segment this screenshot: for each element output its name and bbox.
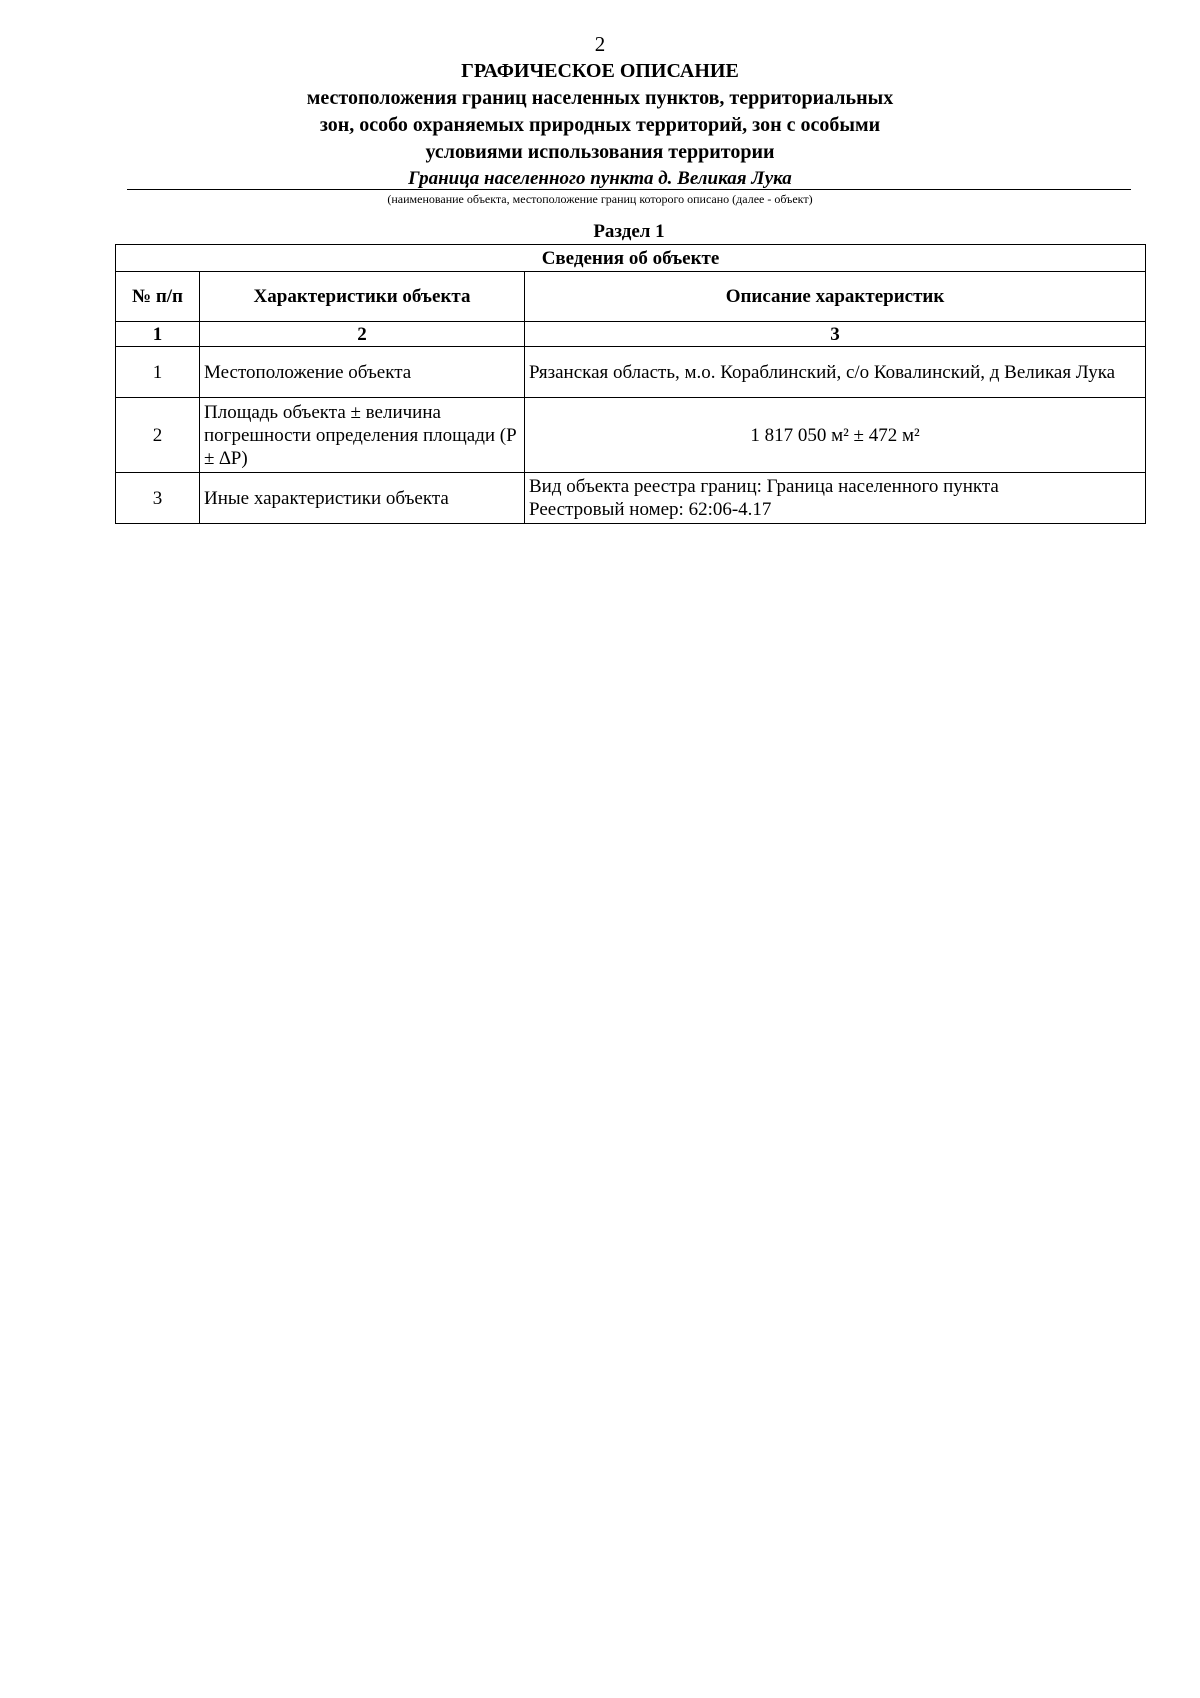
row-description xyxy=(525,347,1146,398)
document-title: ГРАФИЧЕСКОЕ ОПИСАНИЕ xyxy=(461,60,739,82)
column-number-1: 1 xyxy=(116,322,200,347)
row-characteristic: Площадь объекта ± величина погрешности определения площади (P ± ∆P) xyxy=(200,398,525,473)
row-description xyxy=(525,473,1146,524)
table-header-row xyxy=(116,272,1146,322)
description-line: Вид объекта реестра границ: Граница населенного пункта xyxy=(529,476,999,497)
page-number: 2 xyxy=(594,32,606,56)
document-subtitle-line-1: местоположения границ населенных пунктов, территориальных xyxy=(306,87,894,109)
row-characteristic: Местоположение объекта xyxy=(200,347,525,398)
column-number-2: 2 xyxy=(200,322,525,347)
description-line: Рязанская область, м.о. Кораблинский, с/о Ковалинский, д Великая Лука xyxy=(529,361,1116,383)
object-info-table xyxy=(115,244,1146,524)
document-subtitle-line-2: зон, особо охраняемых природных территорий, зон с особыми xyxy=(319,114,881,136)
row-num: 3 xyxy=(116,473,200,524)
table-caption: Сведения об объекте xyxy=(116,245,1146,272)
table-caption-row xyxy=(116,245,1146,272)
column-number-row xyxy=(116,322,1146,347)
object-name-caption: (наименование объекта, местоположение границ которого описано (далее - объект) xyxy=(387,192,813,206)
table-row xyxy=(116,398,1146,473)
section-title: Раздел 1 xyxy=(593,221,665,242)
header-description: Описание характеристик xyxy=(525,272,1146,322)
row-num: 2 xyxy=(116,398,200,473)
document-subtitle-line-3: условиями использования территории xyxy=(425,141,775,163)
object-name-underline xyxy=(127,189,1131,190)
description-line: Реестровый номер: 62:06-4.17 xyxy=(529,499,772,520)
row-num: 1 xyxy=(116,347,200,398)
column-number-3: 3 xyxy=(525,322,1146,347)
title-block xyxy=(0,58,1200,192)
header-characteristic: Характеристики объекта xyxy=(200,272,525,322)
header-num: № п/п xyxy=(116,272,200,322)
table-row xyxy=(116,473,1146,524)
object-name: Граница населенного пункта д. Великая Лука xyxy=(408,168,792,189)
row-characteristic: Иные характеристики объекта xyxy=(200,473,525,524)
table-row xyxy=(116,347,1146,398)
description-line: 1 817 050 м² ± 472 м² xyxy=(750,424,920,446)
row-description xyxy=(525,398,1146,473)
